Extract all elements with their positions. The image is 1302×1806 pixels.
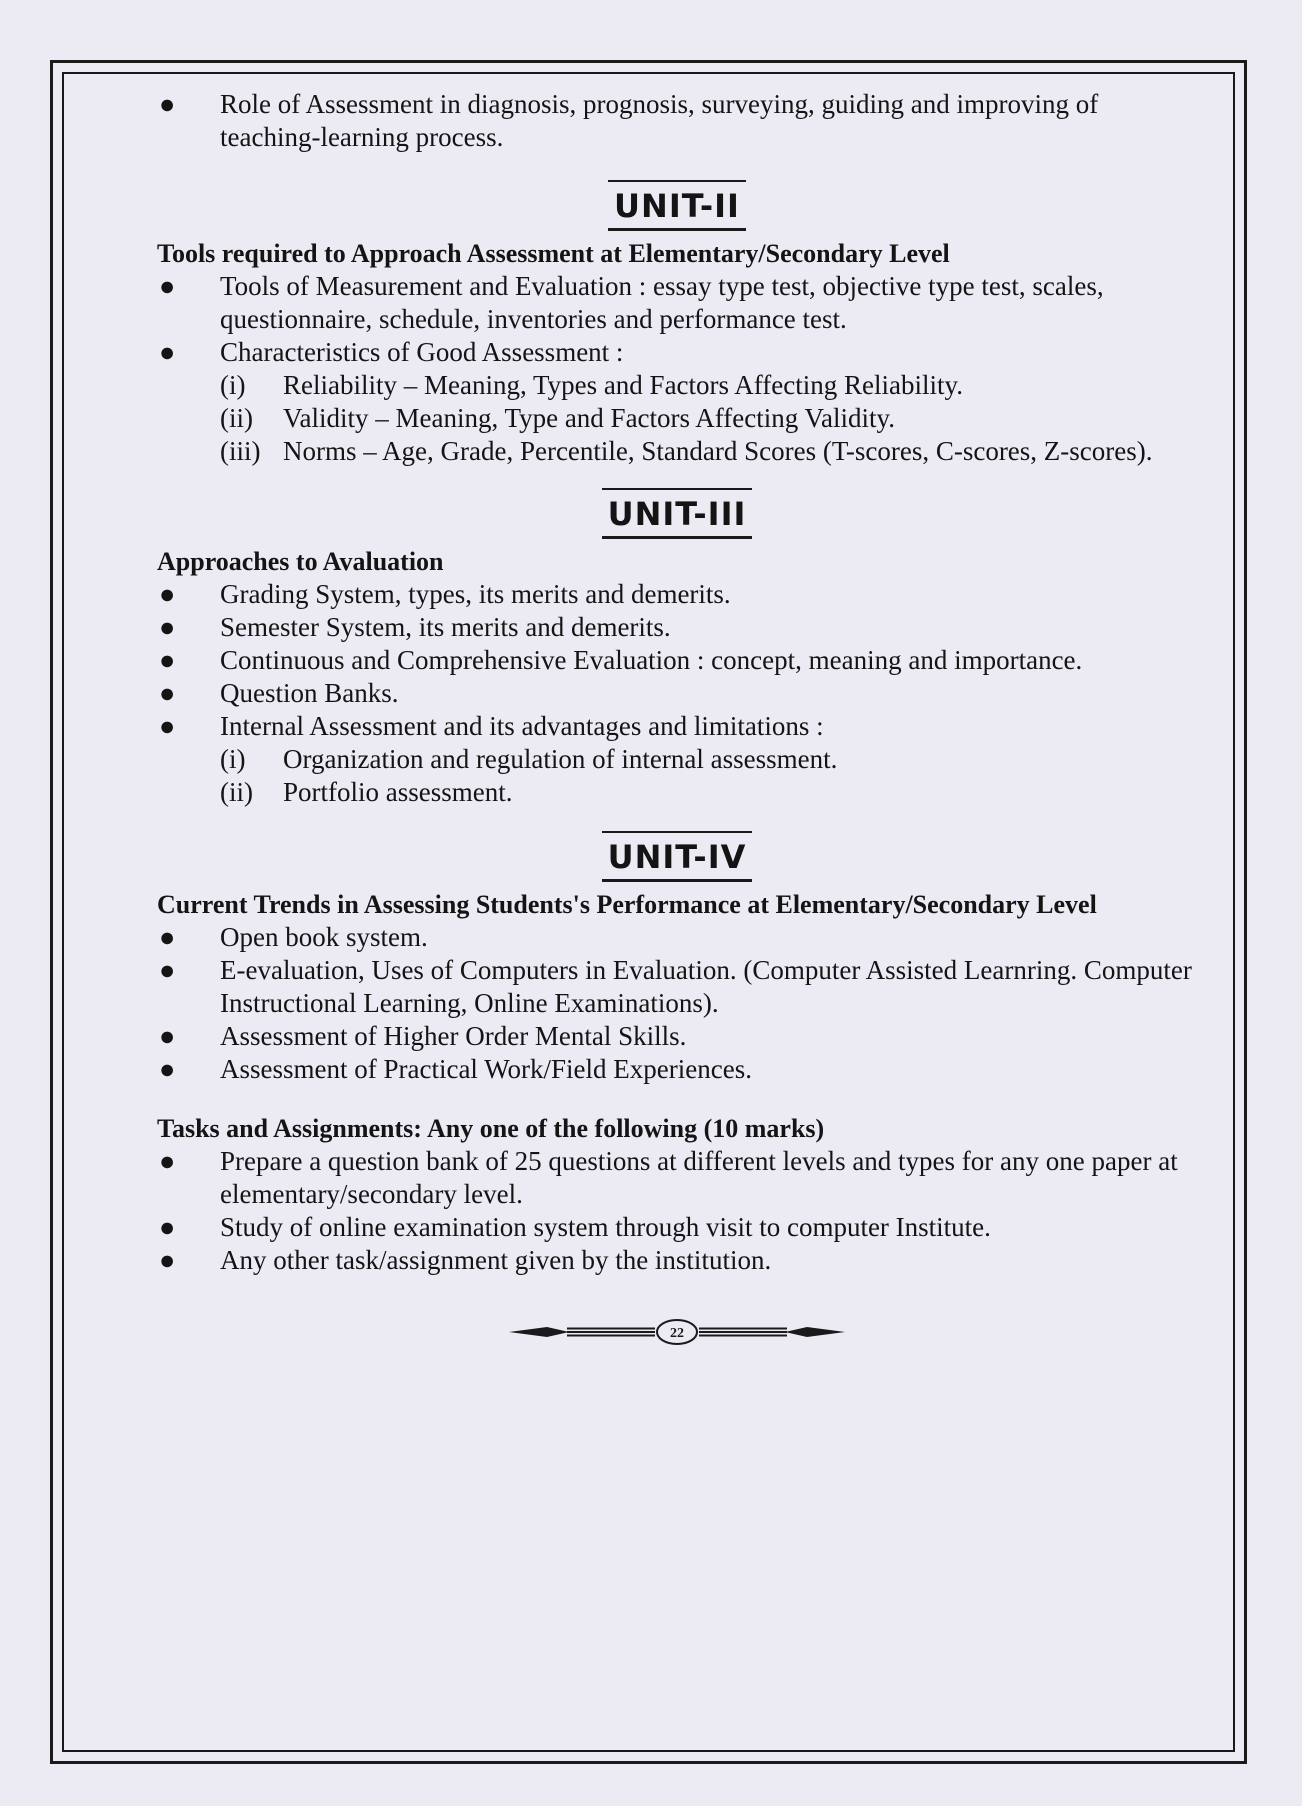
- unit-iv-heading: Current Trends in Assessing Students's Performance at Elementary/Secondary Level: [157, 890, 1097, 919]
- bullet-icon: ●: [159, 678, 176, 708]
- list-item: ● Characteristics of Good Assessment :: [159, 337, 624, 367]
- list-item: ● Prepare a question bank of 25 questions at different levels and types for any one paper at elementary/secondary level.: [159, 1146, 1178, 1209]
- list-item: ● Question Banks.: [159, 678, 399, 708]
- list-item: ● Study of online examination system through visit to computer Institute.: [159, 1212, 991, 1242]
- list-item: ● Any other task/assignment given by the institution.: [159, 1245, 772, 1275]
- list-item: ● Open book system.: [159, 922, 428, 952]
- bullet-icon: ●: [159, 612, 176, 642]
- sub-item: (iii) Norms – Age, Grade, Percentile, Standard Scores (T-scores, C-scores, Z-scores).: [220, 436, 1153, 466]
- bullet-icon: ●: [159, 579, 176, 609]
- unit-iv-title: UNIT-IV: [157, 831, 1197, 882]
- bullet-text: Role of Assessment in diagnosis, prognosis, surveying, guiding and improving of teaching-learning process.: [220, 89, 1099, 152]
- page-number: 22: [670, 1326, 684, 1341]
- bullet-icon: ●: [159, 271, 176, 301]
- list-item: ● Continuous and Comprehensive Evaluation : concept, meaning and importance.: [159, 645, 1083, 675]
- sub-item: (i) Organization and regulation of internal assessment.: [220, 744, 838, 774]
- list-item: ● E-evaluation, Uses of Computers in Evaluation. (Computer Assisted Learnring. Computer Instructional Learning, Online Examinations).: [159, 955, 1192, 1018]
- sub-item: (ii) Portfolio assessment.: [220, 777, 513, 807]
- bullet-icon: ●: [159, 955, 176, 985]
- bullet-icon: ●: [159, 922, 176, 952]
- unit-ii-title: UNIT-II: [157, 180, 1197, 231]
- bullet-icon: ●: [159, 1212, 176, 1242]
- bullet-icon: ●: [159, 645, 176, 675]
- bullet-icon: ●: [159, 711, 176, 741]
- tasks-heading: Tasks and Assignments: Any one of the following (10 marks): [157, 1114, 825, 1143]
- intro-bullet: [157, 88, 1197, 154]
- bullet-icon: ●: [159, 1021, 176, 1051]
- unit-iii-heading: Approaches to Avaluation: [157, 547, 444, 576]
- syllabus-content: [157, 88, 1197, 1352]
- unit-iii-title: UNIT-III: [157, 488, 1197, 539]
- list-item: ● Internal Assessment and its advantages and limitations :: [159, 711, 824, 741]
- list-item: ● Assessment of Practical Work/Field Experiences.: [159, 1054, 752, 1084]
- bullet-icon: ●: [159, 1146, 176, 1176]
- bullet-icon: ●: [159, 1245, 176, 1275]
- bullet-icon: ●: [159, 337, 176, 367]
- unit-ii-heading: Tools required to Approach Assessment at Elementary/Secondary Level: [157, 239, 950, 268]
- list-item: ● Assessment of Higher Order Mental Skills.: [159, 1021, 687, 1051]
- list-item: ● Grading System, types, its merits and demerits.: [159, 579, 731, 609]
- bullet-icon: ●: [159, 89, 176, 119]
- bullet-icon: ●: [159, 1054, 176, 1084]
- list-item: ● Tools of Measurement and Evaluation : essay type test, objective type test, scales, questionnaire, schedule, inventories and performance test.: [159, 271, 1104, 334]
- page-number-ornament: [157, 1317, 1197, 1352]
- list-item: ● Semester System, its merits and demerits.: [159, 612, 671, 642]
- sub-item: (i) Reliability – Meaning, Types and Factors Affecting Reliability.: [220, 370, 963, 400]
- sub-item: (ii) Validity – Meaning, Type and Factors Affecting Validity.: [220, 403, 896, 433]
- ornament-divider-icon: [507, 1317, 847, 1347]
